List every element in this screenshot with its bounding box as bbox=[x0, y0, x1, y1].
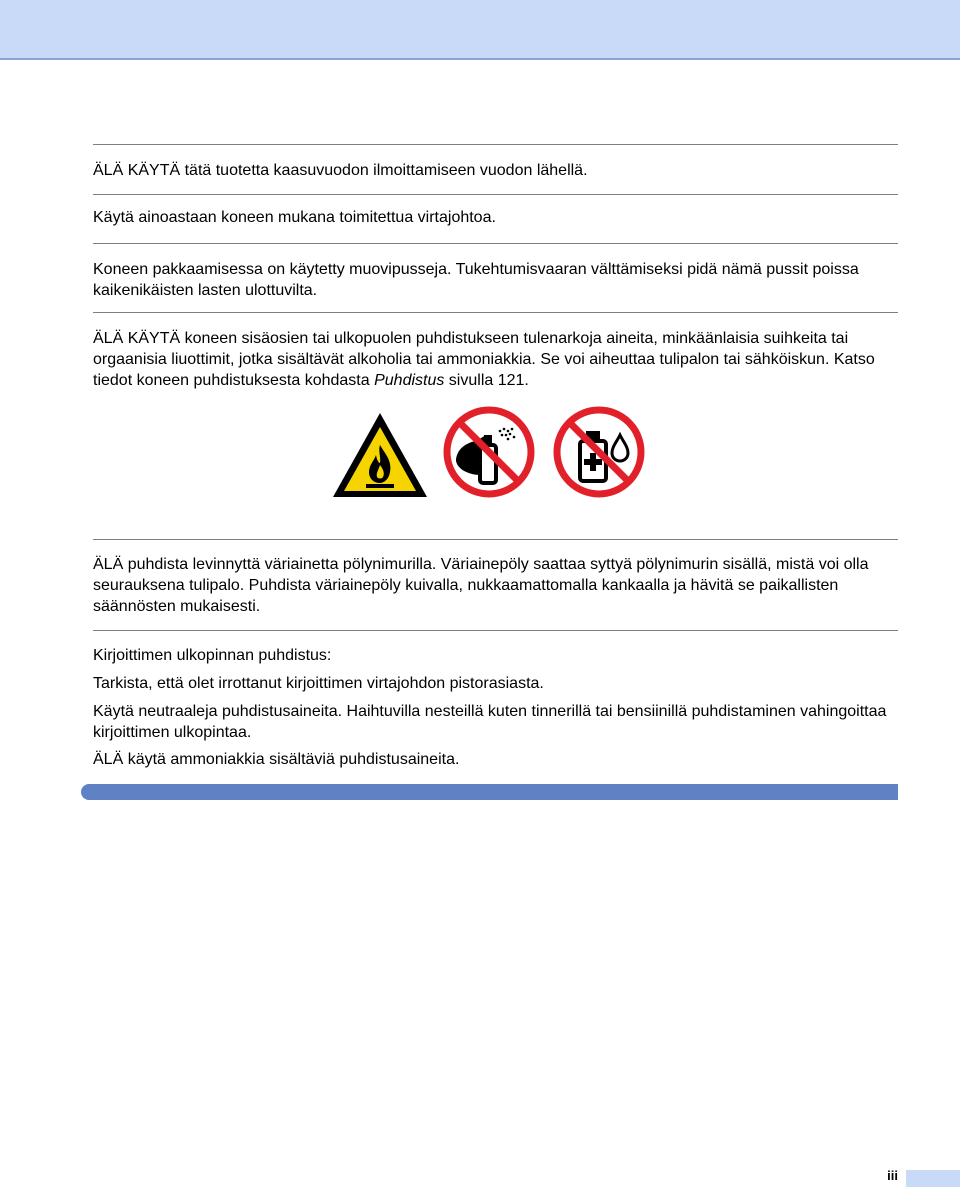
cleaning-step-no-ammonia: ÄLÄ käytä ammoniakkia sisältäviä puhdistusaineita. bbox=[93, 751, 460, 768]
warning-text: ÄLÄ KÄYTÄ koneen sisäosien tai ulkopuolen puhdistukseen tulenarkoja aineita, minkäänlaisia suihkeita tai orgaanisia liuottimit, jotka sisältävät alkoholia tai ammoniakkia. Se voi aiheuttaa tulipalon tai sähköiskun. Katso tiedot koneen puhdistuksesta kohdasta bbox=[93, 330, 875, 389]
divider bbox=[93, 630, 898, 631]
warning-vacuum-toner: ÄLÄ puhdista levinnyttä väriainetta pölynimurilla. Väriainepöly saattaa syttyä pölynimurin sisällä, mistä voi olla seurauksena tulipalo. Puhdista väriainepöly kuivalla, nukkaamattomalla kankaalla ja hävitä se paikallisten säännösten mukaisesti. bbox=[93, 556, 869, 615]
divider bbox=[93, 539, 898, 540]
divider bbox=[93, 194, 898, 195]
cleaning-heading: Kirjoittimen ulkopinnan puhdistus: bbox=[93, 647, 332, 664]
warning-gas-leak: ÄLÄ KÄYTÄ tätä tuotetta kaasuvuodon ilmoittamiseen vuodon lähellä. bbox=[93, 162, 588, 179]
warning-flammable-cleaners bbox=[93, 328, 898, 391]
page-number: iii bbox=[887, 1168, 898, 1183]
page-reference: sivulla 121. bbox=[444, 372, 529, 389]
warning-plastic-bags: Koneen pakkaamisessa on käytetty muovipusseja. Tukehtumisvaaran välttämiseksi pidä nämä pussit poissa kaikenikäisten lasten ulottuvilta. bbox=[93, 261, 859, 299]
no-alcohol-bottle-icon bbox=[552, 405, 646, 499]
cross-reference-link[interactable]: Puhdistus bbox=[374, 372, 445, 389]
warning-icons bbox=[330, 405, 650, 500]
cleaning-step-neutral-cleaner: Käytä neutraaleja puhdistusaineita. Haihtuvilla nesteillä kuten tinnerillä tai bensiinillä puhdistaminen vahingoittaa kirjoittimen ulkopintaa. bbox=[93, 703, 887, 741]
section-end-bar bbox=[81, 784, 898, 800]
cleaning-step-unplug: Tarkista, että olet irrottanut kirjoittimen virtajohdon pistorasiasta. bbox=[93, 675, 544, 692]
divider bbox=[93, 312, 898, 313]
flammable-warning-icon bbox=[330, 409, 430, 499]
header-band bbox=[0, 0, 960, 60]
divider bbox=[93, 144, 898, 145]
no-spray-icon bbox=[442, 405, 536, 499]
page-tab bbox=[906, 1170, 960, 1187]
divider bbox=[93, 243, 898, 244]
warning-power-cord: Käytä ainoastaan koneen mukana toimitettua virtajohtoa. bbox=[93, 209, 496, 226]
